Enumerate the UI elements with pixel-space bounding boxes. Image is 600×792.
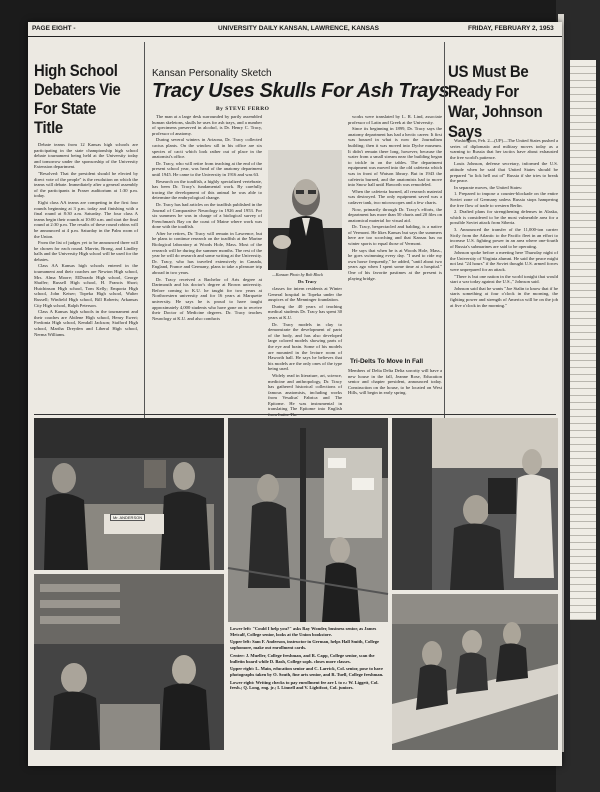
photo-lower-left	[34, 574, 224, 750]
center-headline: Tracy Uses Skulls For Ash Trays	[152, 80, 450, 102]
page-number: PAGE EIGHT -	[32, 25, 76, 32]
paragraph: Class AA Kansas high schools entered in the tournament and their coaches are Newton High school, Mrs. Alma Moore; ElDorado High school, George Shaffer; Russell High school, H. Francis Short; Hutchinson High school, Tom Kelly; Emporia High school, John Keiser; Topeka High school, Walter Russell; Winfield High school, Bill Roberts; Arkansas City High school, Ralph Peterson.	[34, 263, 138, 308]
byline: By STEVE FERRO	[216, 106, 270, 112]
paragraph: 2. Drafted plans for strengthening defenses in Alaska, which is considered to be the most vulnerable area for a possible Soviet attack from Siberia.	[450, 209, 558, 226]
bulletin-board-image	[228, 418, 388, 622]
paragraph: Johnson said that he wants "Joe Stalin to know that if he starts something at four o'clock in the morning, the fighting power and strength of America will be on the job at five o'clock in the morning."	[450, 285, 558, 308]
photographs-image	[392, 418, 558, 590]
masthead	[28, 22, 562, 37]
photo-credit: —Kansan Photo by Bob Block	[272, 272, 323, 277]
paragraph: Eight class AA teams are competing in the first four rounds beginning at 3 p.m. today and finishing with a final round at 8:30 a.m. Saturday. The four class A teams begin their rounds at 10:00 a.m. and start the final round at 2:30 p.m. The results of these round robins will be announced at 4 p.m. Saturday in the Palm room of the Union.	[34, 199, 138, 239]
issue-date: FRIDAY, FEBRUARY 2, 1953	[468, 25, 554, 32]
writing-checks-image	[392, 594, 558, 750]
name-plate: Mr. ANDERSON	[110, 514, 145, 521]
paragraph: 3. Announced the transfer of the 11,000-ton carrier Sicily from the Atlantic to the Pacific fleet in an effort to increase U.S. fighting power in an area where one-fourth of Russia's submarines are said to be operating.	[450, 226, 558, 249]
photo-upper-right	[392, 418, 558, 590]
paragraph: "There is but one nation in the world tonight that would start a war today against the U.S.," Johnson said.	[450, 273, 558, 285]
photo-upper-left	[34, 418, 224, 570]
paragraph: Dr. Tracy models in clay to demonstrate the development of parts of the body, and has also developed large colored models showing parts of the eye and brain. Some of his models are mounted in the lecture room of Haworth hall. He says he believes that his models are the only ones of the type being used.	[268, 321, 342, 372]
photo-center	[228, 418, 388, 622]
paragraph: Dr. Tracy, who will retire from teaching at the end of the present school year, was head of the anatomy department until 1945. He came to the University in 1916 and was 63.	[152, 160, 262, 177]
caption-lower-left: Lower left: "Could I help you?" asks Ray Wonder, business senior, as James Metcalf, College senior, looks at the Union bookstore.	[230, 626, 377, 637]
paragraph: During several winters in Arizona, Dr. Tracy collected cactus plants. On the window sill in his office are six species of cacti which look rather out of place in the anatomist's office.	[152, 137, 262, 160]
paragraph: After he retires, Dr. Tracy will remain in Lawrence, but he plans to continue research on the toadfish at the Marine Biological laboratory at Woods Hole, Mass. Most of the research will be during the summer months. The rest of the year he will do research and some writing at the University. Dr. Tracy, who has traveled extensively in Canada, England, France and Germany, plans to take a pleasure trip abroad in two years.	[152, 230, 262, 276]
paragraph: He says that when he is at Woods Hole, Mass., he goes swimming every day. "I used to ride my own horse frequently," he added, "until about two years ago when I spent some time at a hospital." One of his favorite pastimes at the present is playing bridge.	[348, 247, 442, 281]
sub-story-body: Members of Delta Delta Delta sorority will have a new house in the fall, Jeanne Rose, Education senior and chapter president, announced today. Construction on the house, to be located on West Hills, will begin in early spring.	[348, 368, 442, 396]
paragraph: In separate moves, the United States:	[454, 184, 523, 190]
paragraph: Research on the toadfish, a highly specialized vertebrate, has been Dr. Tracy's fundamental work. By carefully tracing the development of this animal he was able to determine the embryological change.	[152, 178, 262, 201]
photo-lower-right	[392, 594, 558, 750]
enrollment-desk-image	[34, 418, 224, 570]
paragraph: Class A Kansas high schools in the tournament and their coaches are Abilene High school, Henry Ewert; Fredonia High school, Kendall Jackson; Stafford High school, Martha Dreyden and Liberal High school, Nerma Williams.	[34, 309, 138, 337]
paragraph: Dr. Tracy received a Bachelor of Arts degree at Dartmouth and his doctor's degree at Brown university. Before coming to K.U. he taught for two years at Northwestern university and for 16 years at Marquette university. He says he is proud to have taught approximately 4,000 students who have gone on to receive their Doctor of Medicine degrees. Dr. Tracy teaches Neurology at K.U. and also conducts	[152, 276, 262, 321]
paragraph: Dr. Tracy, bespectacled and balding, is a native of Vermont. He likes Kansas but says the summers here are too scorching and that Kansas has no winter sports to equal those of Vermont.	[348, 224, 442, 247]
sub-headline: Tri-Delts To Move In Fall	[350, 358, 424, 365]
paragraph: Widely read in literature, art, science, medicine and anthropology, Dr. Tracy has gathered historical collections of famous anatomists, including works from Vesalius' Fabrica and The Epitome. He was instrumental in translating The Epitome into English	[268, 372, 342, 412]
caption-upper-right: Upper right: L. Main, education senior and C. Larrick, Col. senior, pose to have photographs taken by O. South, fine arts senior, and R. Tuell, College freshman.	[230, 666, 384, 677]
paragraph: Dr. Tracy has had articles on the toadfish published in the Journal of Comparative Neurology in 1926 and 1953. For six summers he was in charge of a biological survey of Frenchman's Bay on the coast of Maine where work was done with the toadfish.	[152, 201, 262, 230]
paragraph: During the 40 years of teaching medical students Dr. Tracy has spent 30 years at K.U.	[268, 303, 342, 320]
binder-background	[556, 0, 600, 792]
paragraph: Washington, Feb. 2—(UP)—The United States pushed a series of diplomatic and military moves today as a warning to Russia that her tactics have about exhausted the free world's patience.	[450, 138, 558, 160]
caption-lower-right: Lower right: Writing checks to pay enrollment fee are l. to r.: W. Liggett, Col. fresh.; Q. Long, eng. jr.; I. Linnell and V. Lightfoot, Col. juniors.	[230, 679, 379, 691]
caption-center: Center: J. Mueller, College freshman, and R. Capp, College senior, scan the bulletin board while D. Bash, College soph. closes more classes.	[230, 652, 375, 664]
section-rule	[34, 414, 556, 415]
column-rule	[444, 42, 445, 422]
left-headline: High School Debaters Vie For State Title	[34, 62, 121, 137]
paragraph: When the cafeteria burned, all research material was destroyed. The only equipment saved was a cadaver tank, two microscopes and a few charts.	[348, 188, 442, 205]
paragraph: Since its beginning in 1899, Dr. Tracy says the anatomy department has had a hectic career. It first was housed in what is now the Journalism building; then it was moved into Dyche museum. It didn't remain there long, however, because the water from a small stream near the building began to trickle in on the tables. The department equipment was moved into the old cafeteria which was in front of Watson library. But in 1943 the cafeteria burned, and the anatomists had to move into Snow hall until Haworth was remodeled.	[348, 126, 442, 188]
caption-upper-left: Upper left: Sam F. Anderson, instructor in German, helps Hall Smith, College sophomore, make out enrollment cards.	[230, 639, 380, 651]
paragraph: Debate teams from 12 Kansas high schools are participating in the state championship high school debate tournament being held at the University today and tomorrow under the sponsorship of the University Extension department.	[34, 142, 138, 170]
portrait-photo	[268, 150, 342, 270]
left-story-body	[34, 142, 138, 436]
right-headline: US Must Be Ready For War, Johnson Says	[448, 62, 543, 141]
paragraph: 1. Prepared to impose a counter-blockade on the entire Soviet zone of Germany unless Russia stops hampering the free flow of trade to western Berlin.	[450, 191, 558, 208]
paragraph: works were translated by L. R. Lind, associate professor of Latin and Greek at the University.	[348, 114, 442, 125]
portrait-image	[268, 150, 342, 270]
portrait-caption: Dr. Tracy	[298, 279, 317, 284]
paragraph: Johnson spoke before a meeting here Thursday night of the University of Virginia alumni. He said the peace might not last "24 hours" if the Soviet thought U.S. armed forces were unprepared for an attack.	[450, 250, 558, 273]
newspaper-page	[28, 22, 562, 766]
paragraph: Louis Johnson, defense secretary, informed the U.S. attitude when he said that United States should be prepared "to lick hell out of" Russia if she tries to break the peace.	[450, 161, 558, 184]
paragraph: Now, primarily through Dr. Tracy's efforts, the department has more than 50 charts and 20 files on anatomical material for visual aid.	[348, 206, 442, 223]
center-story-col2	[268, 286, 342, 410]
center-story-col3	[348, 114, 442, 354]
paragraph: classes for intern residents at Winter General hospital in Topeka under the auspices of the Menninger foundation.	[268, 286, 342, 303]
paragraph: The man at a large desk surrounded by partly assembled human skeletons, skulls he uses for ash trays, and a number of specimens preserved in alcohol, is Dr. Henry C. Tracy, professor of anatomy.	[152, 114, 262, 136]
right-story-body	[450, 138, 558, 410]
paper-name: UNIVERSITY DAILY KANSAN, LAWRENCE, KANSAS	[218, 25, 379, 32]
story-kicker: Kansan Personality Sketch	[152, 68, 272, 79]
bookstore-image	[34, 574, 224, 750]
paragraph: "Resolved: That the president should be elected by direct vote of the people" is the resolution on which the teams will debate. Immediately after a general assembly of the participants in Fraser auditorium at 1:30 p.m. today.	[34, 170, 138, 199]
center-story-col1	[152, 114, 262, 410]
column-rule	[144, 42, 145, 422]
adjacent-page-edge	[570, 60, 596, 620]
paragraph: From the list of judges yet to be announced three will be chosen for each round. Marvin, Brong, and Lindley halls and the University High school will be used for the debates.	[34, 240, 138, 262]
photo-captions	[230, 626, 388, 693]
